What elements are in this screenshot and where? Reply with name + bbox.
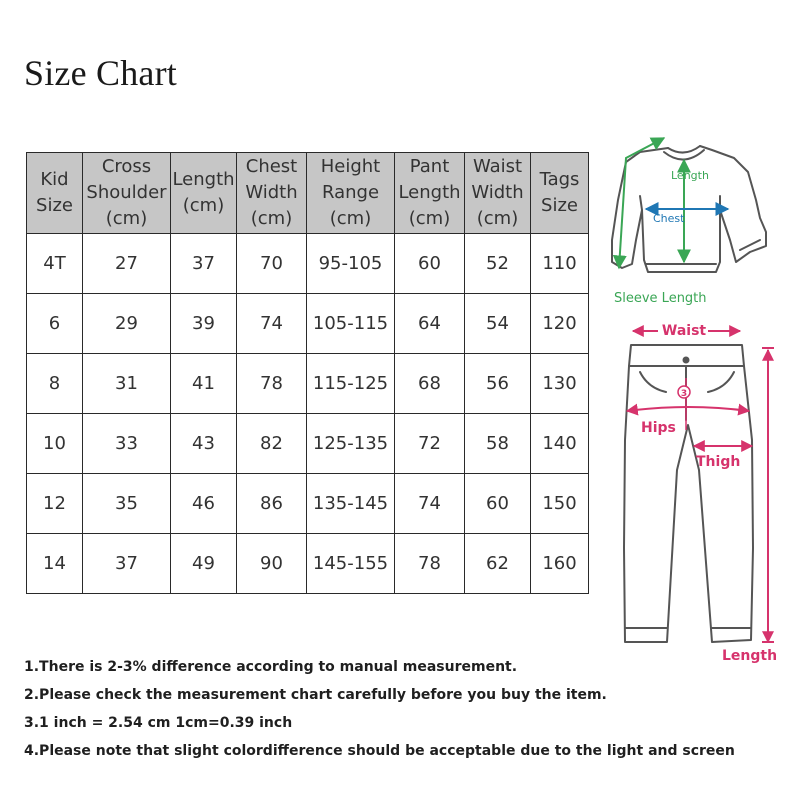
table-cell: 60 [465,474,531,534]
table-cell: 130 [531,354,589,414]
table-cell: 6 [27,294,83,354]
table-cell: 12 [27,474,83,534]
sweater-length-label: Length [671,169,709,182]
table-cell: 90 [237,534,307,594]
table-cell: 31 [83,354,171,414]
table-cell: 150 [531,474,589,534]
waist-label: Waist [661,323,707,339]
table-cell: 37 [171,234,237,294]
table-cell: 37 [83,534,171,594]
table-cell: 52 [465,234,531,294]
header-kid-size: Kid Size [27,153,83,234]
table-cell: 110 [531,234,589,294]
table-cell: 86 [237,474,307,534]
table-cell: 82 [237,414,307,474]
table-cell: 105-115 [307,294,395,354]
pants-length-label: Length [722,648,778,664]
hips-label: Hips [641,420,676,436]
note-item: 1.There is 2-3% difference according to manual measurement. [24,659,518,675]
thigh-label: Thigh [696,454,741,470]
table-cell: 78 [395,534,465,594]
table-cell: 49 [171,534,237,594]
table-cell: 160 [531,534,589,594]
table-cell: 41 [171,354,237,414]
table-cell: 35 [83,474,171,534]
note-item: 3.1 inch = 2.54 cm 1cm=0.39 inch [24,715,293,731]
table-cell: 29 [83,294,171,354]
table-cell: 140 [531,414,589,474]
header-pant-length: Pant Length (cm) [395,153,465,234]
hips-arrow [627,407,749,411]
table-cell: 120 [531,294,589,354]
page-title: Size Chart [24,53,177,93]
table-cell: 46 [171,474,237,534]
note-item: 2.Please check the measurement chart carefully before you buy the item. [24,687,607,703]
table-cell: 64 [395,294,465,354]
sweater-chest-label: Chest [653,212,685,225]
table-cell: 33 [83,414,171,474]
notes-list [24,656,735,768]
table-cell: 74 [237,294,307,354]
table-cell: 10 [27,414,83,474]
table-cell: 115-125 [307,354,395,414]
table-cell: 14 [27,534,83,594]
header-waist-width: Waist Width (cm) [465,153,531,234]
table-cell: 60 [395,234,465,294]
table-cell: 145-155 [307,534,395,594]
table-cell: 43 [171,414,237,474]
header-cross-shoulder: Cross Shoulder (cm) [83,153,171,234]
table-cell: 70 [237,234,307,294]
table-cell: 74 [395,474,465,534]
table-cell: 68 [395,354,465,414]
sleeve-length-label: Sleeve Length [614,291,707,306]
table-cell: 27 [83,234,171,294]
table-cell: 8 [27,354,83,414]
note-item: 4.Please note that slight colordifference should be acceptable due to the light and screen [24,743,735,759]
table-cell: 54 [465,294,531,354]
header-height-range: Height Range (cm) [307,153,395,234]
header-tags-size: Tags Size [531,153,589,234]
table-cell: 95-105 [307,234,395,294]
rise-marker-label: 3 [680,389,688,399]
table-cell: 56 [465,354,531,414]
table-cell: 39 [171,294,237,354]
table-cell: 58 [465,414,531,474]
table-cell: 72 [395,414,465,474]
table-cell: 135-145 [307,474,395,534]
header-chest-width: Chest Width (cm) [237,153,307,234]
header-length: Length (cm) [171,153,237,234]
table-cell: 4T [27,234,83,294]
table-cell: 125-135 [307,414,395,474]
table-cell: 62 [465,534,531,594]
table-cell: 78 [237,354,307,414]
